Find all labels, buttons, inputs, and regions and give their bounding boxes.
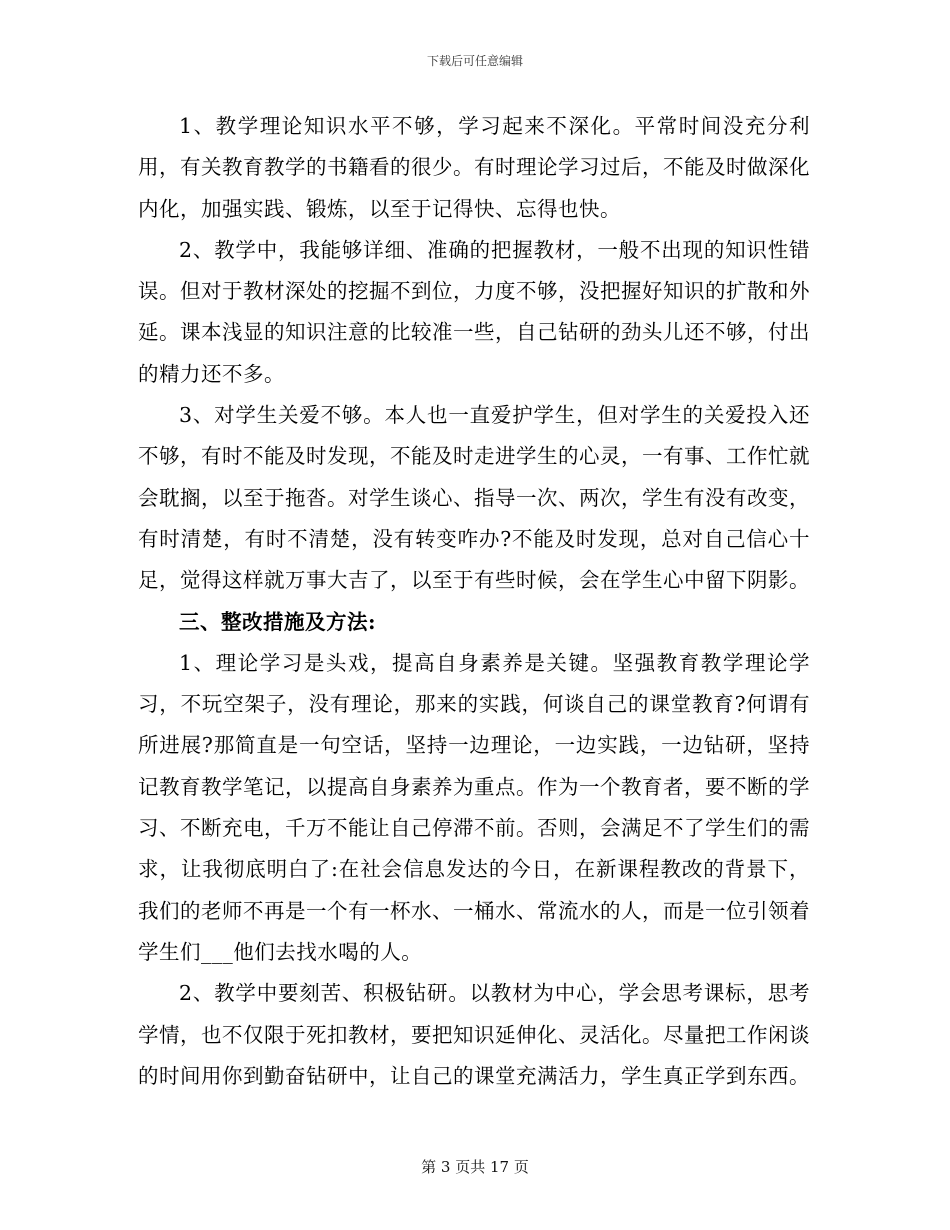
paragraph-teaching-theory: 1、教学理论知识水平不够，学习起来不深化。平常时间没充分利用，有关教育教学的书籍看的很少。有时理论学习过后，不能及时做深化内化，加强实践、锻炼，以至于记得快、忘得也快。 bbox=[138, 114, 810, 221]
paragraph-theory-study: 1、理论学习是头戏，提高自身素养是关键。坚强教育教学理论学习，不玩空架子，没有理论，那来的实践，何谈自己的课堂教育?何谓有所进展?那简直是一句空话，坚持一边理论，一边实践，一边钻研，坚持记教育教学笔记，以提高自身素养为重点。作为一个教育者，要不断的学习、不断充电，千万不能让自己停滞不前。否则，会满足不了学生们的需求，让我彻底明白了:在社会信息发达的今日，在新课程教改的背景下，我们的老师不再是一个有一杯水、一桶水、常流水的人，而是一位引领着学生们___他们去找水喝的人。 bbox=[138, 650, 810, 964]
document-body bbox=[138, 106, 810, 1097]
page-header: 下载后可任意编辑 bbox=[426, 54, 523, 68]
paragraph-textbook-mastery: 2、教学中，我能够详细、准确的把握教材，一般不出现的知识性错误。但对于教材深处的挖掘不到位，力度不够，没把握好知识的扩散和外延。课本浅显的知识注意的比较准一些，自己钻研的劲头儿还不够，付出的精力还不多。 bbox=[138, 237, 810, 386]
page-number-footer: 第 3 页共 17 页 bbox=[421, 1158, 529, 1176]
section-heading-measures: 三、整改措施及方法: bbox=[179, 609, 377, 634]
paragraph-student-care: 3、对学生关爱不够。本人也一直爱护学生，但对学生的关爱投入还不够，有时不能及时发现，不能及时走进学生的心灵，一有事、工作忙就会耽搁，以至于拖沓。对学生谈心、指导一次、两次，学生有没有改变，有时清楚，有时不清楚，没有转变咋办?不能及时发现，总对自己信心十足，觉得这样就万事大吉了，以至于有些时候，会在学生心中留下阴影。 bbox=[138, 403, 810, 593]
paragraph-diligent-research: 2、教学中要刻苦、积极钻研。以教材为中心，学会思考课标，思考学情，也不仅限于死扣教材，要把知识延伸化、灵活化。尽量把工作闲谈的时间用你到勤奋钻研中，让自己的课堂充满活力，学生真正学到东西。 bbox=[138, 981, 810, 1088]
